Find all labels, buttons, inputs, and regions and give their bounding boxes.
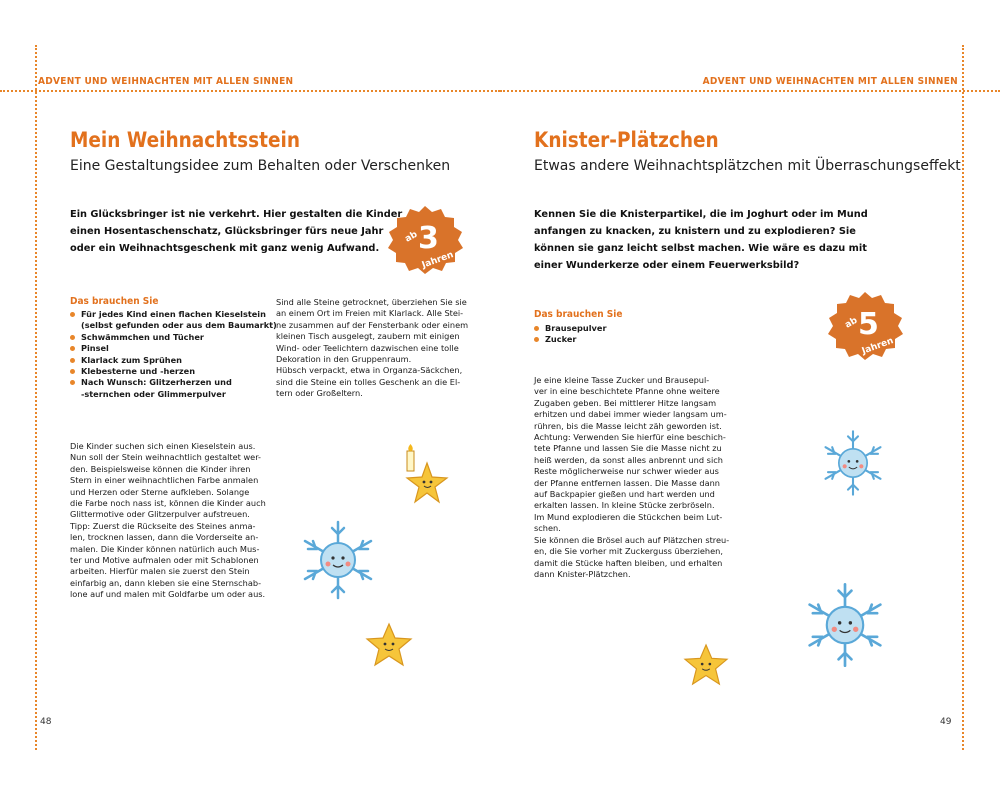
text-line: Im Mund explodieren die Stückchen beim Lut- [534,511,723,522]
text-line: Nun soll der Stein weihnachtlich gestaltet wer- [70,452,261,463]
star-with-candle-icon [397,441,455,511]
text-line: den. Beispielsweise können die Kinder ihren [70,463,251,474]
text-line: heiß werden, da sonst alles anbrennt und sich [534,454,723,465]
text-line: ter und Motive aufmalen oder mit Schablonen [70,555,259,566]
text-line: rühren, bis die Masse leicht zäh geworden ist. [534,420,722,431]
page-number-left: 48 [40,717,52,727]
snowflake-character-icon [818,428,888,498]
list-item: Klebesterne und -herzen [70,366,277,377]
text-line: damit die Stücke haften bleiben, und erhalten [534,557,723,568]
text-line: len, trocknen lassen, dann die Vorderseite an- [70,532,259,543]
materials-list-right [534,323,606,346]
badge-age: 3 [418,221,439,256]
intro-line: können sie ganz leicht selbst machen. Wie wäre es dazu mit [534,243,867,254]
list-item: Brausepulver [534,323,606,334]
text-line: Die Kinder suchen sich einen Kieselstein aus. [70,441,256,451]
page-number-right: 49 [940,717,952,727]
materials-heading-left: Das brauchen Sie [70,296,159,307]
text-line: Achtung: Verwenden Sie hierfür eine beschich- [534,432,726,443]
star-character-icon [364,622,414,668]
text-line: dann Knister-Plätzchen. [534,568,631,579]
intro-line: oder ein Weihnachtsgeschenk mit ganz wenig Aufwand. [70,243,380,254]
text-column-1-left [70,441,266,601]
text-line: Sind alle Steine getrocknet, überziehen Sie sie [276,297,467,307]
badge-unit: Jahren [860,336,895,357]
text-column-2-left [276,297,468,400]
materials-heading-right: Das brauchen Sie [534,309,623,320]
right-margin-dotted-line [962,45,964,750]
text-line: Sie können die Brösel auch auf Plätzchen streu- [534,534,730,545]
age-badge-3 [386,204,464,276]
text-line: tete Pfanne und lassen Sie die Masse nicht zu [534,443,722,454]
intro-line: Kennen Sie die Knisterpartikel, die im Joghurt oder im Mund [534,209,868,220]
left-header-rule [0,90,500,92]
text-line: einfarbig an, dann kleben sie eine Sternschab- [70,577,262,588]
list-item: -sternchen oder Glimmerpulver [81,388,226,399]
text-line: tern oder Großeltern. [276,388,363,399]
text-line: Hübsch verpackt, etwa in Organza-Säckchen, [276,365,463,376]
snowflake-character-icon [296,518,380,602]
text-line: Dekoration in den Gruppenraum. [276,354,412,365]
intro-left [70,206,402,257]
badge-age: 5 [858,307,879,342]
left-margin-dotted-line [35,45,37,750]
running-header-right: ADVENT UND WEIHNACHTEN MIT ALLEN SINNEN [702,76,958,87]
materials-list-left [70,309,277,400]
intro-right [534,206,868,274]
text-line: Zugaben geben. Bei mittlerer Hitze langsam [534,397,717,408]
badge-unit: Jahren [420,250,455,271]
text-line: Stern in einer weihnachtlichen Farbe anmalen [70,475,259,486]
text-line: malen. Die Kinder können natürlich auch Mus- [70,543,260,554]
page-subtitle-right: Etwas andere Weihnachtsplätzchen mit Überraschungseffekt [534,158,961,174]
intro-line: anfangen zu knacken, zu knistern und zu explodieren? Sie [534,226,856,237]
page-subtitle-left: Eine Gestaltungsidee zum Behalten oder Verschenken [70,158,451,174]
text-line: sind die Steine ein tolles Geschenk an die El- [276,376,461,387]
list-item: Pinsel [70,343,277,354]
badge-ab: ab [843,315,860,331]
text-line: an einem Ort im Freien mit Klarlack. Alle Stei- [276,308,464,319]
intro-line: einen Hosentaschenschatz, Glücksbringer fürs neue Jahr [70,226,384,237]
list-item: (selbst gefunden oder aus dem Baumarkt) [81,320,277,331]
intro-line: Ein Glücksbringer ist nie verkehrt. Hier gestalten die Kinder [70,209,403,220]
list-item: Zucker [534,334,606,345]
text-line: Glittermotive oder Glitzerpulver aufstreuen. [70,509,250,520]
text-column-right [534,375,729,580]
text-line: erhitzen und dabei immer wieder langsam um- [534,409,727,420]
intro-line: einer Wunderkerze oder einem Feuerwerksbild? [534,260,800,271]
text-line: kleinen Tisch ausgelegt, zaubern mit einigen [276,331,460,342]
text-line: arbeiten. Hierfür malen sie zuerst den Stein [70,566,250,577]
page-title-left: Mein Weihnachtsstein [70,128,301,152]
text-line: lone auf und malen mit Goldfarbe um oder aus. [70,589,266,600]
text-line: erkalten lassen. In kleine Stücke zerbröseln. [534,500,715,511]
list-item: Für jedes Kind einen flachen Kieselstein [70,309,277,320]
text-line: Wind- oder Teelichtern dazwischen eine tolle [276,342,459,353]
text-line: en, die Sie vorher mit Zuckerguss überziehen, [534,546,723,557]
page-title-right: Knister-Plätzchen [534,128,719,152]
running-header-left: ADVENT UND WEIHNACHTEN MIT ALLEN SINNEN [38,76,294,87]
text-line: Je eine kleine Tasse Zucker und Brausepul- [534,375,710,385]
list-item: Schwämmchen und Tücher [70,332,277,343]
age-badge-5 [826,290,904,362]
snowflake-character-icon [800,580,890,670]
star-character-icon [682,643,730,687]
text-line: Tipp: Zuerst die Rückseite des Steines anma- [70,520,256,531]
text-line: Reste möglicherweise nur schwer wieder aus [534,466,719,477]
text-line: der Pfanne entfernen lassen. Die Masse dann [534,477,720,488]
text-line: die Farbe noch nass ist, können die Kinder auch [70,498,266,509]
text-line: und Herzen oder Sterne aufkleben. Solange [70,486,250,497]
text-line: ver in eine beschichtete Pfanne ohne weitere [534,386,720,397]
right-header-rule [500,90,1000,92]
badge-ab: ab [403,229,420,245]
list-item: Nach Wunsch: Glitzerherzen und [70,377,277,388]
text-line: schen. [534,523,561,534]
text-line: ne zusammen auf der Fensterbank oder einem [276,319,469,330]
text-line: auf Backpapier gießen und hart werden und [534,489,715,500]
list-item: Klarlack zum Sprühen [70,355,277,366]
